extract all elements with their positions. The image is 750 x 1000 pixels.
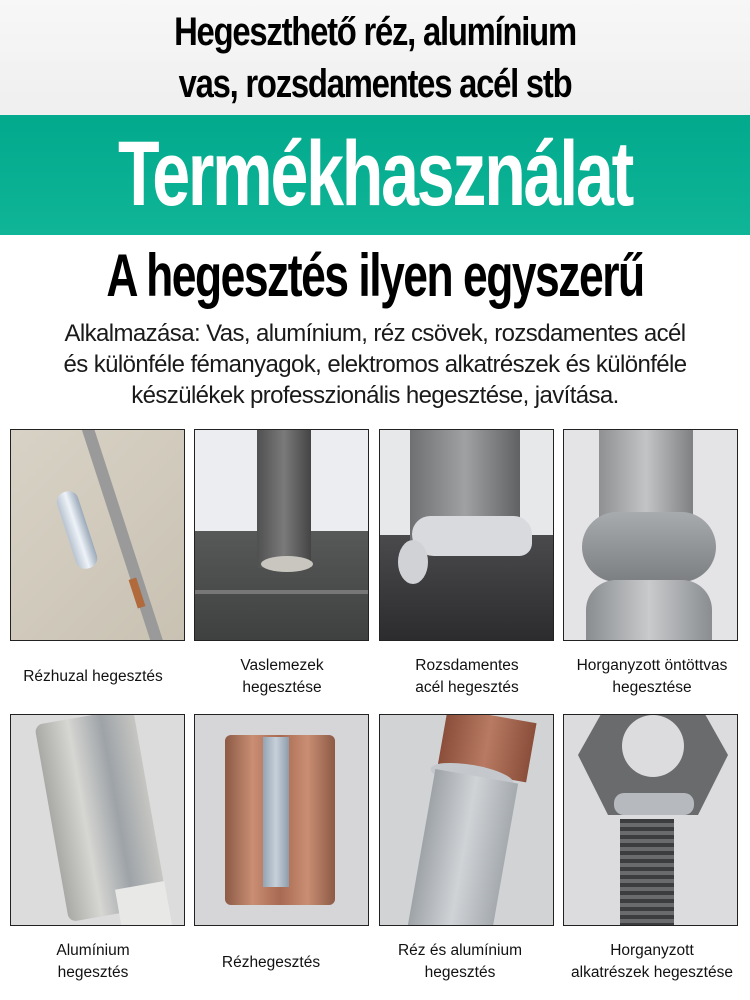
- banner-title: Termékhasználat: [117, 123, 633, 225]
- copper-wire-weld-photo: [10, 429, 185, 641]
- stainless-steel-weld-photo: [379, 429, 554, 641]
- description-line-1: Alkalmazása: Vas, alumínium, réz csövek, rozsdamentes acél: [64, 320, 686, 347]
- galvanized-cast-iron-weld-photo: [563, 429, 738, 641]
- caption-6: Rézhegesztés: [221, 954, 321, 971]
- caption-8: Horganyzott alkatrészek hegesztése: [571, 942, 733, 981]
- caption-2: Vaslemezek hegesztése: [240, 657, 324, 696]
- header-line-1: Hegeszthető réz, alumínium: [174, 10, 576, 54]
- caption-5: Alumínium hegesztés: [56, 942, 130, 981]
- caption-1: Rézhuzal hegesztés: [23, 668, 163, 685]
- galvanized-parts-weld-photo: [563, 714, 738, 926]
- caption-4: Horganyzott öntöttvas hegesztése: [576, 657, 728, 696]
- description: [0, 318, 750, 411]
- description-line-2: és különféle fémanyagok, elektromos alkatrészek és különféle: [63, 351, 687, 378]
- aluminium-tube-weld-photo: [10, 714, 185, 926]
- copper-tube-weld-photo: [194, 714, 369, 926]
- headline: A hegesztés ilyen egyszerű: [106, 242, 644, 309]
- copper-aluminium-weld-photo: [379, 714, 554, 926]
- header-line-2: vas, rozsdamentes acél stb: [178, 62, 572, 106]
- iron-sheet-weld-photo: [194, 429, 369, 641]
- description-line-3: készülékek professzionális hegesztése, javítása.: [131, 382, 619, 409]
- caption-3: Rozsdamentes acél hegesztés: [415, 657, 519, 696]
- caption-7: Réz és alumínium hegesztés: [397, 942, 523, 981]
